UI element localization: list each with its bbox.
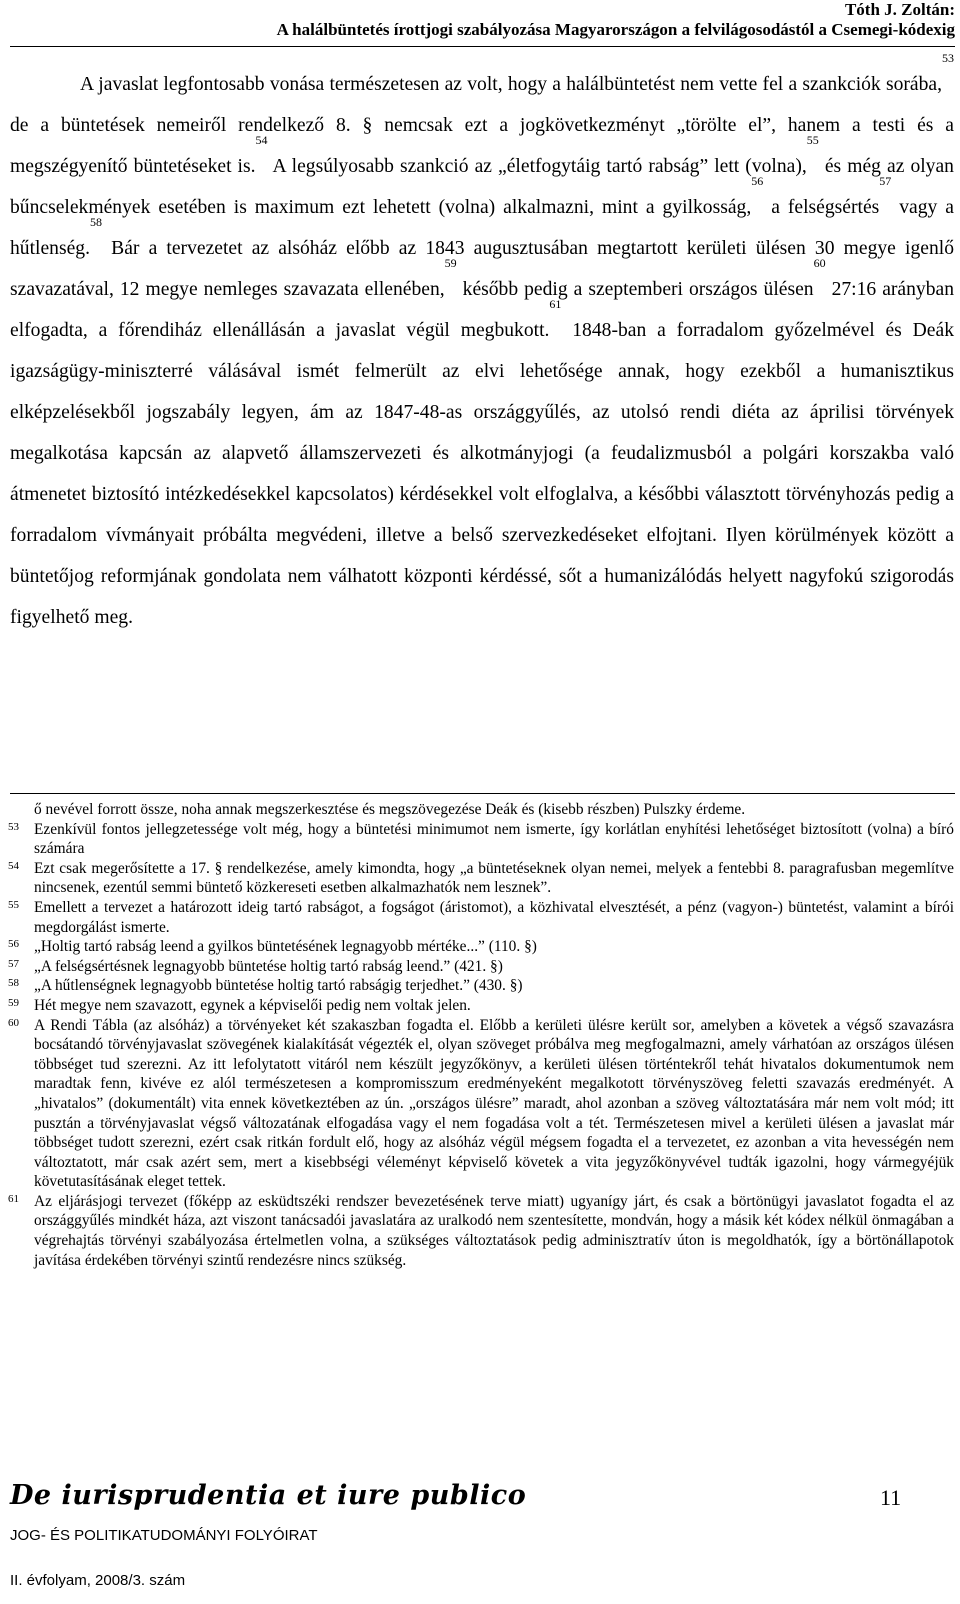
main-paragraph [10, 51, 955, 638]
footnote-number: 57 [8, 957, 19, 970]
footnote-text: A Rendi Tábla (az alsóház) a törvényeket két szakaszban fogadta el. Előbb a kerületi ülésre került sor, amelyben a követek a végső szavazásra bocsátandó törvényjavaslat szövegének kialakítását végezték el, olyan szöveget próbálva meg megfogalmazni, amely várhatóan az országos ülésen többséget tud szerezni. Az itt lefolytatott vitáról nem készült jegyzőkönyv, a kerületi ülésen történtekről tehát hivatalos dokumentumok nem maradtak fenn, kivéve ez alól természetesen a kompromisszum eredményeként megalkotott törvényszöveg feletti szavazás eredményét. A „hivatalos” (dokumentált) vita ennek következtében az ún. „országos ülésre” maradt, ahol azonban a szöveg változtatására már nem volt mód; itt pusztán a törvényjavaslat végső változatának elfogadása vagy el nem fogadása volt a tét. Természetesen mivel a kerületi ülésen a javaslat már többséget tudott szerezni, ezért csak ritkán fordult elő, hogy az alsóház végül mégsem fogadta el a tervezetet, ez azonban a vita hevességén nem változtatott, már csak azért sem, mert a kisebbségi véleményt képviselő követek a vita jegyzőkönyvével tudták igazolni, hogy vármegyéjük követutasításának eleget tettek. [34, 1016, 954, 1191]
footnote-number: 56 [8, 938, 19, 951]
footnote-text: Ezt csak megerősítette a 17. § rendelkezése, amely kimondta, hogy „a büntetéseknek olyan nemei, melyek a fentebbi 8. paragrafusban megemlítve nincsenek, ezentúl semmi büntető közkereseti esetben alkalmazhatók nem lesznek”. [34, 859, 954, 897]
text-run: 27:16 arányban elfogadta, a főrendiház ellenállásán a javaslat végül megbukott. [10, 279, 955, 341]
footnote-number: 60 [8, 1016, 19, 1029]
footnote-ref-55[interactable]: 55 [806, 133, 819, 147]
text-run: a felségsértés [763, 197, 880, 218]
footnote-ref-57[interactable]: 57 [879, 174, 892, 188]
text-run: vagy a hűtlenség. [10, 197, 954, 259]
header-author: Tóth J. Zoltán: [844, 0, 955, 19]
footnote-number: 55 [8, 898, 19, 911]
running-header [0, 0, 955, 40]
page-number: 11 [880, 1485, 902, 1510]
footnote-ref-58[interactable]: 58 [90, 215, 102, 229]
main-text [10, 51, 955, 638]
footnote-57 [8, 957, 954, 977]
footnote-number: 61 [8, 1192, 19, 1205]
text-run: A legsúlyosabb szankció az „életfogytáig tartó rabság” lett (volna), [267, 156, 807, 177]
journal-logo-title: De iurisprudentia et iure publico [10, 1480, 527, 1511]
footnotes [8, 800, 954, 1270]
footnote-ref-54[interactable]: 54 [255, 133, 268, 147]
text-run: és még az olyan bűncselekmények esetében is maximum ezt lehetett (volna) alkalmazni, mint a gyilkosság, [10, 156, 954, 218]
footnote-ref-61[interactable]: 61 [549, 297, 562, 311]
header-divider [10, 46, 955, 47]
footnote-56 [8, 937, 954, 957]
footnote-60 [8, 1016, 954, 1192]
footnote-text: „A hűtlenségnek legnagyobb büntetése holtig tartó rabságig terjedhet.” (430. §) [34, 977, 523, 995]
footnote-61 [8, 1192, 954, 1270]
journal-subtitle: JOG- ÉS POLITIKATUDOMÁNYI FOLYÓIRAT [10, 1527, 318, 1544]
footnote-ref-56[interactable]: 56 [751, 174, 764, 188]
footnote-text: „A felségsértésnek legnagyobb büntetése holtig tartó rabság leend.” (421. §) [34, 957, 503, 975]
footnote-text: Ezenkívül fontos jellegzetessége volt még, hogy a büntetési minimumot nem ismerte, így korlátlan enyhítési lehetőséget biztosított (volna) a bíró számára [34, 820, 954, 858]
footnote-continuation: ő nevével forrott össze, noha annak megszerkesztése és megszövegezése Deák és (kisebb részben) Pulszky érdeme. [34, 801, 746, 818]
footnote-ref-60[interactable]: 60 [813, 256, 826, 270]
text-run: később pedig a szeptemberi országos ülésen [456, 279, 814, 300]
text-run: de a büntetések nemeiről rendelkező 8. § nemcsak ezt a jogkövetkezményt „törölte el”, hanem a testi és a megszégyenítő büntetéseket is. [10, 115, 954, 177]
footnote-text: Az eljárásjogi tervezet (főképp az esküdtszéki rendszer bevezetésének terve miatt) ugyanígy járt, és csak a börtönügyi javaslatot fogadta el az országgyűlés mindkét háza, azt viszont tanácsadói javaslatára az uralkodó nem szentesítette, mondván, hogy a másik két kódex nélkül önmagában a végrehajtás törvényi szabályozása értelmetlen volna, a szükséges változtatások pedig adminisztratív úton is megoldhatók, így a börtönállapotok javítása érdekében törvényi szintű rendezésre nincs szükség. [34, 1192, 954, 1269]
footnote-59 [8, 996, 954, 1016]
footnote-number: 58 [8, 977, 19, 990]
footnote-divider [10, 793, 955, 794]
footnote-number: 59 [8, 996, 19, 1009]
text-run: Bár a tervezetet az alsóház előbb az 1843 augusztusában megtartott kerületi ülésen 30 megye igenlő szavazatával, 12 megye nemleges szavazata ellenében, [10, 238, 954, 300]
journal-issue: II. évfolyam, 2008/3. szám [10, 1572, 186, 1589]
text-run: A javaslat legfontosabb vonása természetesen az volt, hogy a halálbüntetést nem vette fel a szankciók sorába, [80, 74, 942, 95]
footnote-53 [8, 820, 954, 859]
footnote-text: Emellett a tervezet a határozott ideig tartó rabságot, a fogságot (áristomot), a közhivatal elvesztését, a pénz (vagyon-) büntetést, valamint a bírói megdorgálást ismerte. [34, 898, 954, 936]
footnote-text: Hét megye nem szavazott, egynek a képviselői pedig nem voltak jelen. [34, 996, 471, 1014]
footnote-number: 54 [8, 859, 19, 872]
footnote-ref-53[interactable]: 53 [942, 51, 954, 65]
footnote-58 [8, 976, 954, 996]
footnote-55 [8, 898, 954, 937]
footnote-ref-59[interactable]: 59 [444, 256, 457, 270]
footnote-text: „Holtig tartó rabság leend a gyilkos büntetésének legnagyobb mértéke...” (110. §) [34, 938, 537, 956]
header-title: A halálbüntetés írottjogi szabályozása Magyarországon a felvilágosodástól a Csemegi-kódexig [276, 20, 955, 39]
text-run: 1848-ban a forradalom győzelmével és Deák igazságügy-miniszterré válásával ismét felmerült az elvi lehetősége annak, hogy ezekből a humanisztikus elképzelésekből jogszabály legyen, ám az 1847-48-as országgyűlés, az utolsó rendi diéta az áprilisi törvények megalkotása kapcsán az alapvető államszervezeti és alkotmányjogi (a feudalizmusból a polgári korszakba való átmenetet biztosító intézkedésekkel kapcsolatos) kérdésekkel volt elfoglalva, a későbbi választott törvényhozás pedig a forradalom vívmányait próbálta megvédeni, illetve a belső szervezkedéseket elfojtani. Ilyen körülmények között a büntetőjog reformjának gondolata nem válhatott központi kérdéssé, sőt a humanizálódás helyett nagyfokú szigorodás figyelhető meg. [10, 320, 954, 628]
footnote-54 [8, 859, 954, 898]
footnote-number: 53 [8, 820, 19, 833]
